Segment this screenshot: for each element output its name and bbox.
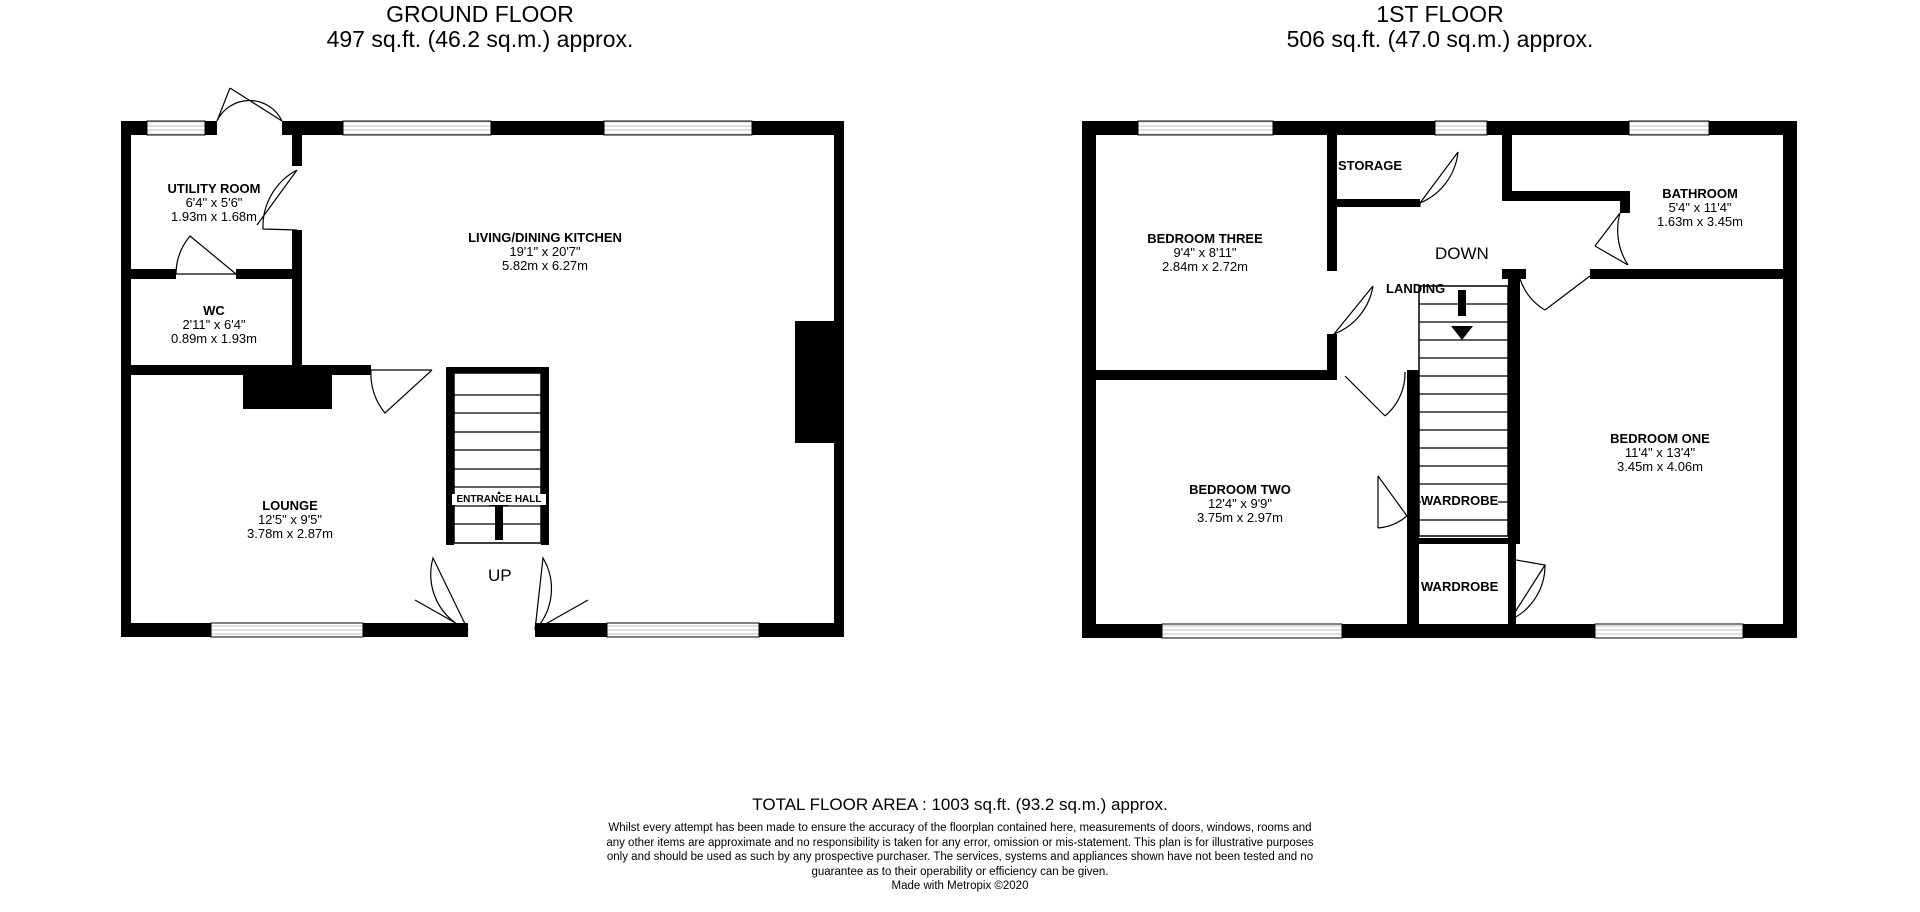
wall bbox=[121, 269, 176, 279]
room-name: UTILITY ROOM bbox=[167, 181, 261, 196]
wall bbox=[1096, 370, 1337, 380]
chimney-breast bbox=[243, 375, 332, 409]
total-floor-area: TOTAL FLOOR AREA : 1003 sq.ft. (93.2 sq.m.) approx. bbox=[752, 795, 1168, 814]
wall bbox=[1082, 121, 1096, 638]
room-label-wc bbox=[139, 304, 289, 346]
window bbox=[211, 623, 363, 637]
wall bbox=[1412, 538, 1520, 544]
door-swings bbox=[1334, 152, 1628, 620]
wall bbox=[1327, 121, 1337, 271]
wall bbox=[1327, 334, 1337, 374]
wall bbox=[1783, 121, 1797, 638]
window bbox=[343, 121, 491, 135]
wall bbox=[541, 367, 549, 545]
landing-label: LANDING bbox=[1386, 281, 1446, 296]
wall bbox=[1407, 370, 1419, 638]
wall bbox=[446, 367, 454, 545]
room-label-utility bbox=[139, 182, 289, 224]
window bbox=[147, 121, 205, 135]
wall bbox=[292, 230, 302, 371]
room-dims-metric: 1.63m x 3.45m bbox=[1657, 214, 1743, 229]
stair-arrow-shaft bbox=[495, 506, 503, 540]
wall bbox=[292, 121, 302, 166]
room-label-bedroom-two bbox=[1150, 483, 1330, 525]
room-dims-imperial: 9'4" x 8'11" bbox=[1173, 245, 1237, 260]
room-dims-metric: 5.82m x 6.27m bbox=[502, 258, 588, 273]
storage-label: STORAGE bbox=[1338, 158, 1403, 173]
wall bbox=[1502, 121, 1512, 199]
room-dims-imperial: 12'4" x 9'9" bbox=[1207, 496, 1273, 511]
disclaimer-text: Whilst every attempt has been made to ensure the accuracy of the floorplan contained here, measurements of doors, windows, rooms and any other items are approximate and no responsibility is taken for any error, omission or mis-statement. This plan is for illustrative purposes only and should be used as such by any prospective purchaser. The services, systems and appliances shown have not been tested and no guarantee as to their operability or efficiency can be given. bbox=[606, 822, 1314, 878]
ground-floor-title: GROUND FLOOR bbox=[386, 1, 574, 27]
wall bbox=[236, 269, 302, 279]
room-dims-metric: 3.78m x 2.87m bbox=[247, 526, 333, 541]
room-dims-metric: 3.75m x 2.97m bbox=[1197, 510, 1283, 525]
ground-floor-area: 497 sq.ft. (46.2 sq.m.) approx. bbox=[326, 26, 634, 52]
door-swings bbox=[176, 88, 588, 630]
room-name: BEDROOM THREE bbox=[1147, 231, 1263, 246]
wall bbox=[1502, 191, 1625, 201]
stairs-up-label: UP bbox=[488, 566, 512, 585]
room-name: BATHROOM bbox=[1662, 186, 1738, 201]
wall bbox=[1508, 279, 1520, 544]
wall bbox=[446, 367, 549, 373]
room-dims-imperial: 5'4" x 11'4" bbox=[1668, 200, 1732, 215]
wall bbox=[121, 365, 371, 375]
first-floor-header bbox=[1230, 2, 1650, 52]
first-floor-title: 1ST FLOOR bbox=[1376, 1, 1504, 27]
wall bbox=[834, 121, 844, 637]
window bbox=[1595, 624, 1743, 638]
entrance-hall-label: ENTRANCE HALL bbox=[452, 494, 546, 505]
ground-floor-plan bbox=[121, 88, 844, 637]
window bbox=[604, 121, 752, 135]
room-name: WC bbox=[203, 303, 225, 318]
room-name: BEDROOM TWO bbox=[1189, 482, 1291, 497]
window bbox=[1629, 121, 1709, 135]
stair-arrow-shaft bbox=[1458, 290, 1466, 316]
room-dims-imperial: 12'5" x 9'5" bbox=[257, 512, 323, 527]
window bbox=[1435, 121, 1487, 135]
stairs-down-label: DOWN bbox=[1435, 244, 1489, 263]
room-dims-imperial: 19'1" x 20'7" bbox=[509, 244, 581, 259]
wardrobe-label-upper: WARDROBE bbox=[1421, 493, 1499, 508]
room-label-bedroom-three bbox=[1120, 232, 1290, 274]
ground-floor-header bbox=[270, 2, 690, 52]
window bbox=[607, 623, 759, 637]
room-name: LIVING/DINING KITCHEN bbox=[468, 230, 622, 245]
wall bbox=[1327, 199, 1420, 207]
room-label-kitchen bbox=[430, 231, 660, 273]
wardrobe-label-lower: WARDROBE bbox=[1421, 579, 1499, 594]
chimney-breast bbox=[795, 321, 834, 443]
room-label-lounge bbox=[200, 499, 380, 541]
room-label-bathroom bbox=[1630, 187, 1770, 229]
room-name: BEDROOM ONE bbox=[1610, 431, 1710, 446]
window bbox=[1138, 121, 1273, 135]
wall bbox=[1502, 269, 1526, 279]
made-with-credit: Made with Metropix ©2020 bbox=[891, 880, 1029, 892]
room-dims-metric: 1.93m x 1.68m bbox=[171, 209, 257, 224]
wall bbox=[1590, 269, 1797, 279]
window bbox=[1162, 624, 1342, 638]
stair-arrow-down bbox=[1451, 326, 1473, 340]
room-name: LOUNGE bbox=[262, 498, 318, 513]
first-floor-area: 506 sq.ft. (47.0 sq.m.) approx. bbox=[1286, 26, 1594, 52]
room-dims-imperial: 11'4" x 13'4" bbox=[1624, 445, 1696, 460]
room-label-bedroom-one bbox=[1570, 432, 1750, 474]
room-dims-metric: 2.84m x 2.72m bbox=[1162, 259, 1248, 274]
footer bbox=[560, 795, 1360, 893]
room-dims-metric: 0.89m x 1.93m bbox=[171, 331, 257, 346]
room-dims-imperial: 6'4" x 5'6" bbox=[185, 195, 243, 210]
wall bbox=[121, 121, 131, 637]
wall bbox=[1620, 191, 1630, 213]
room-dims-imperial: 2'11" x 6'4" bbox=[182, 317, 246, 332]
room-dims-metric: 3.45m x 4.06m bbox=[1617, 459, 1703, 474]
